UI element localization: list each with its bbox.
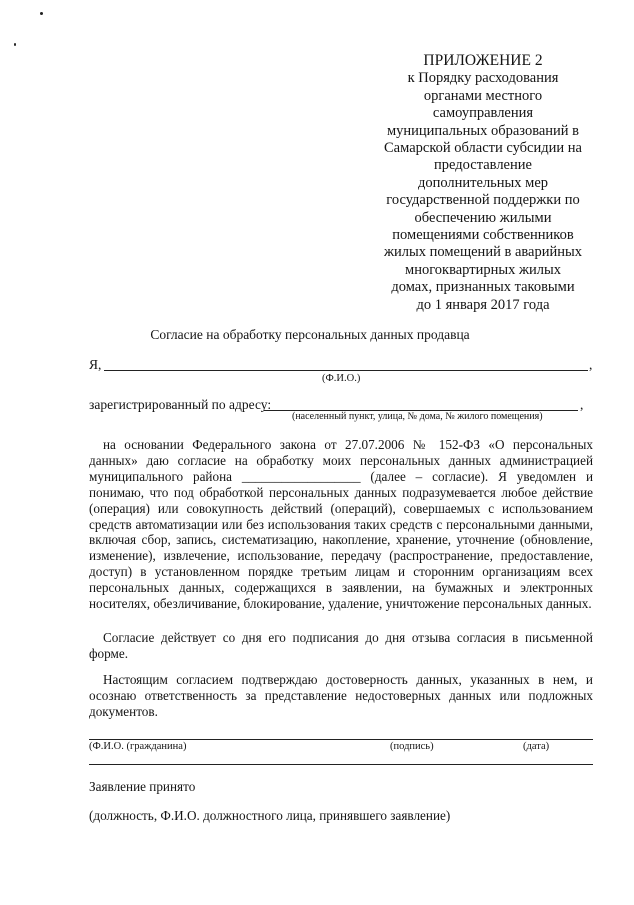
appendix-line: домах, признанных таковыми xyxy=(391,279,575,296)
date-caption: (дата) xyxy=(523,741,550,752)
official-caption: (должность, Ф.И.О. должностного лица, принявшего заявление) xyxy=(89,808,451,823)
address-caption: (населенный пункт, улица, № дома, № жилого помещения) xyxy=(292,411,543,422)
scan-speck xyxy=(14,43,16,46)
appendix-line: дополнительных мер xyxy=(417,174,549,191)
appendix-line: государственной поддержки по xyxy=(386,192,580,209)
appendix-line: к Порядку расходования xyxy=(407,70,559,87)
appendix-line: до 1 января 2017 года xyxy=(416,296,550,313)
address-prefix: зарегистрированный по адресу: xyxy=(89,397,272,412)
appendix-line: обеспечению жилыми xyxy=(414,209,552,226)
fio-suffix: , xyxy=(589,357,593,372)
document-title: Согласие на обработку персональных данных продавца xyxy=(150,327,470,342)
appendix-line: предоставление xyxy=(434,157,532,174)
appendix-line: помещениями собственников xyxy=(392,227,574,244)
fio-caption: (Ф.И.О.) xyxy=(322,373,361,384)
acceptance-label: Заявление принято xyxy=(89,779,196,794)
confirmation-text: Настоящим согласием подтверждаю достоверность данных, указанных в нем, и осознаю ответственность за представление недостоверных данных или подложных документов. xyxy=(89,672,593,719)
appendix-line: многоквартирных жилых xyxy=(405,261,561,278)
validity-text: Согласие действует со дня его подписания до дня отзыва согласия в письменной форме. xyxy=(89,630,593,661)
signature-bottom-line xyxy=(89,764,593,765)
appendix-line: органами местного xyxy=(423,87,543,104)
signature-top-line xyxy=(89,739,593,740)
appendix-title: ПРИЛОЖЕНИЕ 2 xyxy=(423,52,543,69)
consent-text: на основании Федерального закона от 27.07.2006 № 152-ФЗ «О персональных данных» даю согласие на обработку моих персональных данных администрацией муниципального района __________________ (далее – согласие). Я уведомлен и понимаю, что под обработкой персональных данных подразумевается любое действие (операция) или совокупность действий (операций), совершаемых с использованием средств автоматизации или без использования таких средств с персональными данными, включая сбор, запись, систематизацию, накопление, хранение, уточнение (обновление, изменение), извлечение, использование, передачу (распространение, предоставление, доступ) в установленном порядке третьим лицам и сторонним организациям всех персональных данных, содержащихся в заявлении, на бумажных и электронных носителях, обезличивание, блокирование, удаление, уничтожение персональных данных. xyxy=(89,437,593,612)
appendix-line: самоуправления xyxy=(432,105,534,122)
appendix-header xyxy=(373,52,593,314)
signature-caption: (подпись) xyxy=(390,741,434,752)
appendix-line: муниципальных образований в xyxy=(386,122,580,139)
address-suffix: , xyxy=(580,397,584,412)
appendix-line: жилых помещений в аварийных xyxy=(383,244,582,261)
fio-prefix: Я, xyxy=(89,357,102,372)
validity-paragraph xyxy=(89,630,593,662)
confirmation-paragraph xyxy=(89,672,593,720)
scan-speck xyxy=(40,12,43,15)
fio-field-line xyxy=(104,370,588,371)
appendix-line: Самарской области субсидии на xyxy=(384,140,582,157)
consent-paragraph xyxy=(89,437,593,612)
citizen-name-caption: (Ф.И.О. (гражданина) xyxy=(89,741,187,752)
